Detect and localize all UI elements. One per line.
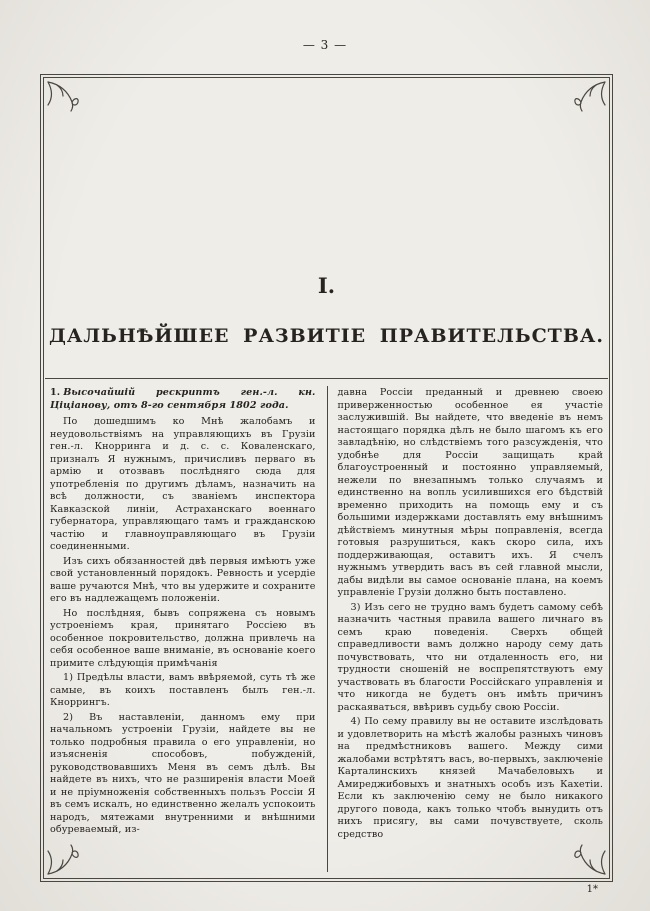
paragraph: 2) Въ наставленіи, данномъ ему при начальномъ устроеніи Грузіи, найдете вы не только подробныя правила о его управленіи, но изъясненія способовъ, побужденій, руководствовавшихъ Меня въ семъ дѣлѣ. Вы найдете въ нихъ, что не разширенія власти Моей и не пріумноженія собственныхъ пользъ Россіи Я въ семъ искалъ, но единственно желалъ успокоить народъ, мятежами внутренними и внѣшними обуреваемый, из- bbox=[50, 711, 316, 835]
column-divider bbox=[327, 386, 328, 872]
paragraph: Изъ сихъ обязанностей двѣ первыя имѣютъ уже свой установленный порядокъ. Ревность и усердіе ваше ручаются Мнѣ, что вы удержите и сохраните его въ надлежащемъ положеніи. bbox=[50, 555, 316, 604]
text-columns bbox=[50, 386, 603, 872]
paragraph: давна Россіи преданный и древнею своею приверженностью особенное ея участіе заслужившій. Вы найдете, что введеніе въ немъ настоящаго порядка дѣлъ не было шагомъ къ его завладѣнію, но слѣдствіемъ того разсужденія, что удобнѣе для Россіи защищать край благоустроенный и постоянно управляемый, нежели по внезапнымъ только случаямъ и единственно на вопль усилившихся его бѣдствій временно приходить на помощь ему и съ большими издержками доставлять ему внѣшнимъ дѣйствіемъ минутныя мѣры поправленія, всегда готовыя разрушиться, какъ скоро сила, ихъ поддерживающая, оставитъ ихъ. Я счелъ нужнымъ утвердить васъ въ сей главной мысли, дабы видѣли вы самое основаніе плана, на коемъ управленіе Грузіи должно быть поставлено. bbox=[337, 387, 603, 598]
paragraph: 1) Предѣлы власти, вамъ ввѣряемой, суть тѣ же самые, въ коихъ поставленъ былъ ген.-л. Кноррингъ. bbox=[50, 672, 316, 708]
paragraph: По дошедшимъ ко Мнѣ жалобамъ и неудовольствіямъ на управляющихъ въ Грузіи ген.-л. Кнорринга и д. с. с. Коваленскаго, призналъ Я нужнымъ, причисливъ перваго въ армію и отозвавъ послѣдняго сюда для употребленія по другимъ дѣламъ, назначить на всѣ должности, съ званіемъ инспектора Кавказской линіи, Астраханскаго военнаго губернатора, управляющаго тамъ и гражданскою частію и главноуправляющаго въ Грузіи соединенными. bbox=[50, 416, 316, 552]
paragraph: 3) Изъ сего не трудно вамъ будетъ самому себѣ назначить частныя правила вашего личнаго въ семъ краю поведенія. Сверхъ общей справедливости вамъ должно народу сему дать почувствовать, что ни отдаленность его, ни трудности сношеній не воспрепятствуютъ ему участвовать въ благости Россійскаго управленія и что никогда не будетъ онъ имѣть причинъ раскаяваться, ввѣривъ судьбу свою Россіи. bbox=[337, 601, 603, 713]
paragraph: Но послѣдняя, бывъ сопряжена съ новымъ устроеніемъ края, принятаго Россіею въ особенное покровительство, должна привлечь на себя особенное ваше вниманіе, въ основаніе коего примите слѣдующія примѣчанія bbox=[50, 607, 316, 669]
section-numeral: I. bbox=[317, 273, 336, 298]
page-number: — 3 — bbox=[302, 38, 348, 52]
lead-number: 1. bbox=[50, 387, 61, 398]
left-column bbox=[50, 387, 316, 839]
paragraph: 4) По сему правилу вы не оставите изслѣдовать и удовлетворить на мѣстѣ жалобы разныхъ чиновъ на предмѣстниковъ вашего. Между сими жалобами встрѣтятъ васъ, во-первыхъ, заключеніе Карталинскихъ князей Мачабеловыхъ и Амиреджибовыхъ и знатныхъ особъ изъ Кахетіи. Если къ заключенію сему не было никакого другого повода, какъ только чтобъ вынудить отъ нихъ присягу, вы сами почувствуете, сколь средство bbox=[337, 716, 603, 840]
signature-mark: 1* bbox=[586, 884, 598, 895]
right-column bbox=[338, 387, 604, 843]
corner-flourish-icon bbox=[45, 79, 81, 115]
heading-rule bbox=[45, 378, 608, 379]
lead-paragraph bbox=[50, 387, 316, 412]
lead-title: Высочайшій рескриптъ ген.-л. кн. Ціціанову, отъ 8-го сентября 1802 года. bbox=[50, 387, 316, 411]
document-frame bbox=[40, 74, 613, 882]
corner-flourish-icon bbox=[572, 79, 608, 115]
section-title: ДАЛЬНѢЙШЕЕ РАЗВИТІЕ ПРАВИТЕЛЬСТВА. bbox=[49, 325, 604, 347]
